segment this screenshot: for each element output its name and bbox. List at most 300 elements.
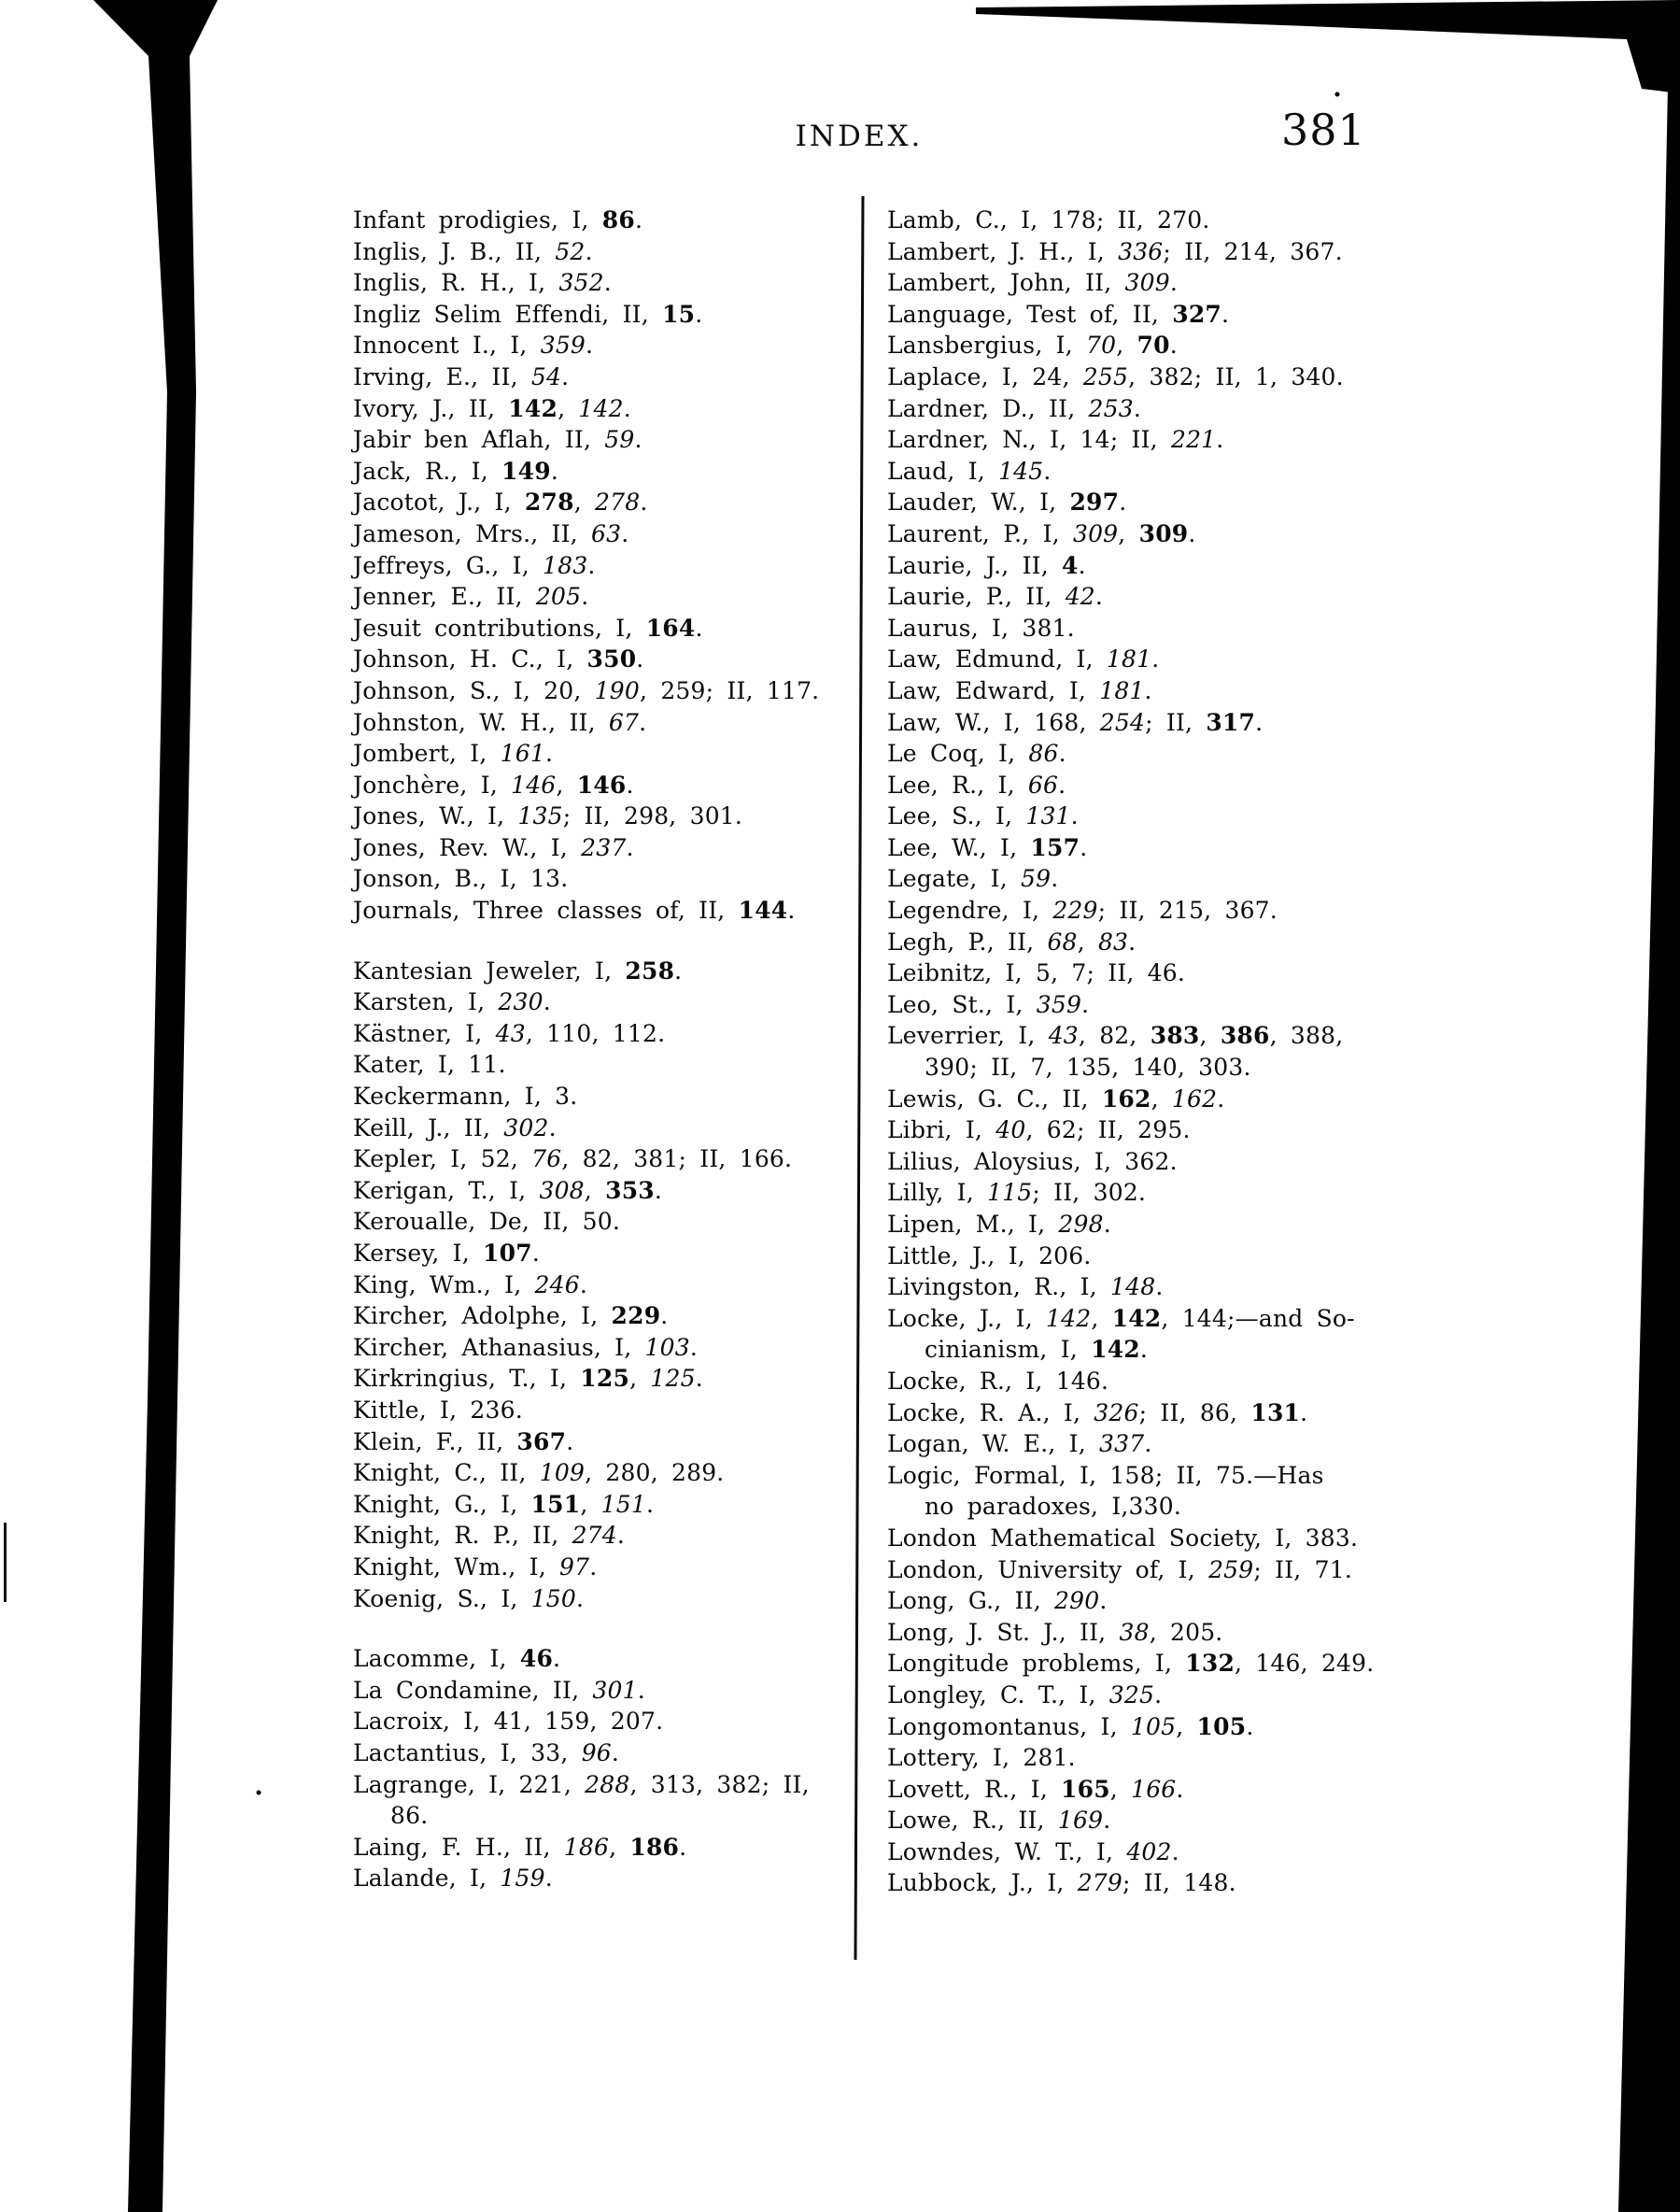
entry-text: Keckermann, I, 3. (353, 1083, 578, 1111)
page-ref-bold: 229 (611, 1302, 661, 1330)
entry-text: Locke, R. A., I, (887, 1398, 1094, 1426)
entry-text: Irving, E., II, (353, 362, 531, 390)
entry-text: Infant prodigies, I, (353, 206, 602, 234)
entry-text: . (544, 740, 554, 768)
page-ref-italic: 274 (572, 1522, 617, 1550)
entry-text: Lansbergius, I, (887, 332, 1086, 360)
entry-text: Leo, St., I, (887, 990, 1037, 1018)
entry-text: . (626, 833, 634, 861)
index-group (353, 205, 850, 927)
entry-text: . (611, 1738, 620, 1766)
index-entry-line (353, 487, 850, 518)
entry-text: Knight, R. P., II, (353, 1522, 572, 1550)
page-ref-italic: 186 (563, 1833, 610, 1861)
entry-text: Le Coq, I, (887, 740, 1029, 768)
entry-text: Laurie, J., II, (887, 551, 1063, 579)
index-entry-line (353, 1238, 850, 1269)
entry-text: Keroualle, De, II, 50. (353, 1208, 621, 1236)
entry-text: Livingston, R., I, (887, 1273, 1110, 1301)
page-ref-italic: 86 (1028, 740, 1059, 768)
entry-text: . (585, 237, 593, 265)
entry-text: . (581, 583, 589, 611)
entry-text: , 144;—and So- (1161, 1304, 1355, 1332)
entry-text: , (1118, 519, 1139, 547)
entry-text: . (1217, 1085, 1225, 1113)
entry-text: ; II, 214, 367. (1163, 237, 1343, 265)
page-ref-bold: 353 (605, 1176, 655, 1204)
entry-text: Lovett, R., I, (887, 1775, 1061, 1803)
page-ref-bold: 350 (586, 645, 637, 674)
entry-text: Lee, S., I, (887, 802, 1026, 830)
page-ref-italic: 309 (1124, 269, 1170, 297)
index-entry-line (887, 456, 1396, 488)
scan-speck (257, 1791, 261, 1795)
entry-text: , 259; II, 117. (640, 676, 820, 704)
index-entry-line (887, 581, 1396, 613)
entry-text: . (1058, 740, 1066, 768)
page-ref-bold: 144 (738, 897, 788, 925)
entry-text: Lowndes, W. T., I, (887, 1837, 1127, 1865)
entry-text: ; II, 86, (1138, 1398, 1251, 1426)
entry-text: Lalande, I, (353, 1865, 501, 1893)
index-entry-line (887, 1177, 1396, 1209)
entry-text: Lipen, M., I, (887, 1211, 1059, 1238)
entry-text: Legh, P., II, (887, 928, 1048, 956)
page-ref-bold: 125 (580, 1365, 630, 1393)
index-entry-line (887, 1303, 1396, 1335)
page-ref-italic: 115 (987, 1179, 1033, 1207)
index-entry-line (353, 1081, 850, 1113)
entry-text: 86. (390, 1802, 429, 1830)
entry-text: . (586, 332, 594, 360)
index-entry-line (353, 1426, 850, 1458)
index-entry-line (887, 801, 1396, 832)
entry-text: Knight, C., II, (353, 1459, 540, 1487)
page-ref-italic: 67 (608, 708, 640, 736)
index-entry-line (887, 738, 1396, 770)
index-entry-line (353, 1206, 850, 1238)
entry-text: Ivory, J., II, (353, 394, 509, 422)
page-ref-italic: 326 (1094, 1398, 1139, 1426)
page-ref-bold: 162 (1101, 1085, 1151, 1113)
entry-text: Jabir ben Aflah, II, (353, 426, 605, 454)
index-group (353, 1643, 850, 1894)
page-ref-italic: 359 (540, 332, 586, 360)
index-entry-line (353, 832, 850, 864)
page-ref-bold: 142 (1111, 1304, 1162, 1332)
entry-text: Lottery, I, 281. (887, 1744, 1076, 1772)
index-entry-line (887, 927, 1396, 958)
entry-text: , (556, 771, 577, 799)
index-entry-line (887, 299, 1396, 331)
entry-text: Jameson, Mrs., II, (353, 519, 591, 547)
page-ref-italic: 169 (1057, 1807, 1104, 1835)
entry-text: , (1091, 1304, 1112, 1332)
entry-text: . (1128, 928, 1136, 956)
entry-text: Lacroix, I, 41, 159, 207. (353, 1708, 664, 1736)
index-entry-line (353, 1800, 850, 1832)
entry-text: . (1043, 457, 1052, 485)
page-ref-bold: 367 (516, 1427, 567, 1455)
entry-text: Lardner, D., II, (887, 394, 1089, 422)
index-entry-line (353, 707, 850, 739)
entry-text: . (576, 1584, 585, 1612)
index-entry-line (353, 1675, 850, 1707)
scan-border-top (976, 0, 1680, 93)
entry-text: . (1169, 269, 1178, 297)
index-entry-line (353, 1457, 850, 1489)
entry-text: Knight, Wm., I, (353, 1553, 560, 1581)
page-ref-italic: 229 (1052, 897, 1098, 925)
entry-text: , 82, 381; II, 166. (561, 1145, 793, 1173)
page-ref-italic: 254 (1099, 708, 1146, 736)
entry-text: . (1078, 551, 1086, 579)
page-ref-bold: 383 (1150, 1022, 1200, 1050)
entry-text: . (1246, 1712, 1254, 1740)
entry-text: . (634, 206, 643, 234)
page-ref-italic: 301 (592, 1676, 638, 1704)
page-ref-italic: 221 (1170, 426, 1217, 454)
entry-text: Inglis, J. B., II, (353, 237, 556, 265)
index-entry-line (887, 393, 1396, 425)
index-entry-line (887, 895, 1396, 927)
entry-text: , (1176, 1712, 1197, 1740)
index-entry-line (353, 1049, 850, 1081)
page-ref-italic: 352 (558, 269, 604, 297)
page-ref-bold: 146 (576, 771, 627, 799)
entry-text: . (1070, 802, 1079, 830)
page-ref-bold: 142 (508, 394, 558, 422)
entry-text: . (579, 1270, 587, 1298)
entry-text: , (573, 489, 596, 517)
entry-text: Lubbock, J., I, (887, 1869, 1078, 1897)
entry-text: Lee, W., I, (887, 833, 1031, 861)
page-ref-bold: 386 (1220, 1022, 1270, 1050)
index-entry-line (353, 1269, 850, 1301)
entry-text: Laplace, I, 24, (887, 362, 1083, 390)
page-ref-italic: 279 (1077, 1869, 1123, 1897)
index-entry-line (353, 550, 850, 582)
page-ref-italic: 145 (998, 457, 1044, 485)
entry-text: . (640, 489, 648, 517)
entry-text: . (1154, 1680, 1163, 1709)
entry-text: 390; II, 7, 135, 140, 303. (925, 1054, 1251, 1082)
index-entry-line (887, 487, 1396, 518)
page-number: 381 (1281, 105, 1366, 155)
entry-text: . (566, 1427, 574, 1455)
entry-text: Innocent I., I, (353, 332, 541, 360)
index-entry-line (887, 644, 1396, 675)
page-ref-italic: 259 (1208, 1555, 1254, 1583)
page-ref-italic: 83 (1097, 928, 1129, 956)
entry-text: Jesuit contributions, I, (353, 614, 646, 642)
entry-text: Kircher, Athanasius, I, (353, 1333, 645, 1361)
page-ref-italic: 230 (498, 988, 544, 1016)
entry-text: ; II, 215, 367. (1097, 897, 1278, 925)
entry-text: . (1081, 990, 1090, 1018)
entry-text: , (558, 394, 579, 422)
entry-text: Jonson, B., I, 13. (353, 865, 569, 893)
entry-text: . (544, 1865, 553, 1893)
page-ref-italic: 63 (590, 519, 622, 547)
index-group (887, 205, 1396, 1899)
index-entry-line (887, 1460, 1396, 1492)
page-ref-bold: 105 (1196, 1712, 1247, 1740)
index-entry-line (887, 518, 1396, 550)
index-entry-line (887, 1146, 1396, 1178)
entry-text: ; II, 71. (1253, 1555, 1352, 1583)
entry-text: Lauder, W., I, (887, 489, 1070, 517)
index-entry-line (887, 707, 1396, 739)
entry-text: , 388, (1269, 1022, 1344, 1050)
page-ref-italic: 325 (1108, 1680, 1155, 1709)
column-divider (855, 196, 863, 1960)
entry-text: . (1094, 583, 1104, 611)
page-ref-bold: 278 (524, 489, 574, 517)
entry-text: . (1139, 1336, 1149, 1364)
scan-border-right (1618, 37, 1680, 2212)
entry-text: , (1116, 332, 1137, 360)
page-heading: INDEX. (795, 120, 924, 153)
entry-text: cinianism, I, (925, 1336, 1092, 1364)
entry-text: ; II, (1145, 708, 1207, 736)
index-entry-line (887, 1271, 1396, 1303)
entry-text: Lilius, Aloysius, I, 362. (887, 1147, 1178, 1175)
page-ref-italic: 302 (503, 1113, 549, 1141)
index-entry-line (353, 1583, 850, 1615)
entry-text: . (589, 1553, 598, 1581)
index-entry-line (887, 236, 1396, 268)
page-ref-bold: 186 (629, 1833, 680, 1861)
entry-text: King, Wm., I, (353, 1270, 535, 1298)
entry-text: Koenig, S., I, (353, 1584, 531, 1612)
index-entry-line (353, 299, 850, 331)
index-entry-line (887, 550, 1396, 582)
entry-text: . (1099, 1587, 1108, 1615)
index-entry-line (887, 1523, 1396, 1554)
entry-text: . (1103, 1807, 1111, 1835)
page-ref-bold: 258 (625, 957, 675, 985)
entry-text: . (695, 300, 703, 328)
index-entry-line (887, 1617, 1396, 1649)
index-entry-line (353, 1863, 850, 1894)
entry-text: Law, Edward, I, (887, 676, 1100, 704)
page-ref-italic: 59 (604, 426, 635, 454)
entry-text: Laurie, P., II, (887, 583, 1066, 611)
entry-text: . (639, 708, 647, 736)
index-entry-line (353, 330, 850, 362)
page-ref-bold: 297 (1069, 489, 1120, 517)
index-entry-line (887, 675, 1396, 707)
index-entry-line (887, 832, 1396, 864)
entry-text: . (695, 614, 703, 642)
entry-text: Leibnitz, I, 5, 7; II, 46. (887, 959, 1186, 987)
page-ref-italic: 131 (1025, 802, 1071, 830)
entry-text: . (626, 771, 634, 799)
index-entry-line (887, 1648, 1396, 1680)
entry-text: . (1080, 833, 1088, 861)
page-ref-italic: 181 (1099, 676, 1145, 704)
entry-text: Locke, R., I, 146. (887, 1367, 1109, 1395)
entry-text: Kittle, I, 236. (353, 1396, 523, 1424)
index-entry-line (353, 581, 850, 613)
index-entry-line (887, 1084, 1396, 1115)
entry-text: . (616, 1522, 626, 1550)
index-entry-line (353, 895, 850, 927)
index-entry-line (353, 1552, 850, 1583)
entry-text: . (1133, 394, 1141, 422)
entry-text: , 313, 382; II, (629, 1770, 810, 1798)
entry-text: La Condamine, II, (353, 1676, 593, 1704)
index-entry-line (353, 986, 850, 1018)
index-entry-line (353, 1175, 850, 1207)
index-entry-line (887, 1241, 1396, 1272)
page-ref-italic: 359 (1036, 990, 1082, 1018)
entry-text: Keill, J., II, (353, 1113, 504, 1141)
index-entry-line (353, 863, 850, 895)
entry-text: . (587, 551, 596, 579)
page-ref-italic: 96 (581, 1738, 612, 1766)
entry-text: . (1051, 865, 1059, 893)
index-entry-line (887, 1711, 1396, 1743)
index-entry-line (353, 644, 850, 675)
entry-text: Language, Test of, II, (887, 300, 1173, 328)
page-ref-italic: 105 (1130, 1712, 1177, 1740)
index-entry-line (887, 1052, 1396, 1084)
index-entry-line (353, 1332, 850, 1364)
entry-text: Locke, J., I, (887, 1304, 1046, 1332)
page-ref-italic: 66 (1027, 771, 1059, 799)
page-ref-italic: 38 (1119, 1618, 1150, 1646)
entry-text: ; II, 148. (1122, 1869, 1236, 1897)
scan-speck (1335, 92, 1340, 97)
page-ref-italic: 255 (1082, 362, 1129, 390)
index-entry-line (353, 770, 850, 801)
index-entry-line (353, 205, 850, 236)
entry-text: . (1188, 519, 1196, 547)
index-entry-line (887, 1366, 1396, 1397)
entry-text: Lardner, N., I, 14; II, (887, 426, 1171, 454)
page-ref-italic: 70 (1085, 332, 1117, 360)
entry-text: . (1119, 489, 1127, 517)
entry-text: Jack, R., I, (353, 457, 502, 485)
page-ref-italic: 52 (555, 237, 586, 265)
index-entry-line (353, 362, 850, 393)
index-entry-line (353, 801, 850, 832)
entry-text: Law, W., I, 168, (887, 708, 1100, 736)
entry-text: Klein, F., II, (353, 1427, 517, 1455)
page-ref-italic: 54 (530, 362, 562, 390)
page-ref-bold: 70 (1136, 332, 1170, 360)
entry-text: Leverrier, I, (887, 1022, 1049, 1050)
index-entry-line (353, 1520, 850, 1552)
entry-text: Kästner, I, (353, 1019, 496, 1047)
index-entry-line (887, 1428, 1396, 1460)
page-ref-italic: 290 (1054, 1587, 1100, 1615)
entry-text: Jombert, I, (353, 740, 501, 768)
entry-text: Jones, Rev. W., I, (353, 833, 582, 861)
entry-text: Jeffreys, G., I, (353, 551, 544, 579)
entry-text: Laurus, I, 381. (887, 614, 1075, 642)
entry-text: . (1169, 332, 1178, 360)
index-entry-line (887, 1491, 1396, 1523)
index-entry-line (887, 1020, 1396, 1052)
page-ref-italic: 42 (1065, 583, 1095, 611)
entry-text: Longley, C. T., I, (887, 1680, 1109, 1709)
page-ref-bold: 309 (1138, 519, 1189, 547)
index-entry-line (353, 456, 850, 488)
index-group (353, 956, 850, 1614)
entry-text: . (1144, 676, 1152, 704)
index-entry-line (887, 1585, 1396, 1617)
entry-text: Longitude problems, I, (887, 1650, 1186, 1678)
entry-text: Logic, Formal, I, 158; II, 75.—Has (887, 1461, 1324, 1489)
entry-text: Karsten, I, (353, 988, 499, 1016)
entry-text: Laurent, P., I, (887, 519, 1073, 547)
entry-text: Libri, I, (887, 1116, 996, 1144)
entry-text: Lambert, J. H., I, (887, 237, 1119, 265)
page-ref-italic: 159 (500, 1865, 545, 1893)
page-ref-bold: 132 (1185, 1650, 1235, 1678)
page-ref-italic: 183 (543, 551, 588, 579)
entry-text: . (660, 1302, 669, 1330)
entry-text: ; II, 298, 301. (562, 802, 743, 830)
page-ref-italic: 309 (1072, 519, 1119, 547)
page-ref-italic: 205 (535, 583, 582, 611)
index-entry-line (353, 738, 850, 770)
page-ref-bold: 46 (519, 1645, 554, 1673)
entry-text: . (603, 269, 612, 297)
scan-border-left (93, 0, 218, 2212)
entry-text: , (1151, 1085, 1172, 1113)
page-ref-italic: 59 (1021, 865, 1052, 893)
page-ref-italic: 166 (1131, 1775, 1177, 1803)
entry-text: no paradoxes, I,330. (925, 1493, 1182, 1521)
page-ref-italic: 181 (1106, 645, 1152, 674)
page-ref-italic: 161 (500, 740, 545, 768)
entry-text: . (1176, 1775, 1184, 1803)
entry-text: Kircher, Adolphe, I, (353, 1302, 612, 1330)
scan-speck (4, 1523, 7, 1602)
entry-text: Lamb, C., I, 178; II, 270. (887, 206, 1210, 234)
page-ref-italic: 190 (594, 676, 641, 704)
index-entry-line (887, 957, 1396, 989)
entry-text: Kater, I, 11. (353, 1051, 506, 1079)
page-ref-bold: 142 (1091, 1336, 1140, 1364)
entry-text: Long, G., II, (887, 1587, 1055, 1615)
page-ref-italic: 97 (559, 1553, 590, 1581)
entry-text: . (553, 1645, 561, 1673)
entry-text: Johnston, W. H., II, (353, 708, 609, 736)
page-ref-bold: 86 (601, 206, 635, 234)
entry-text: . (787, 897, 796, 925)
entry-text: Jonchère, I, (353, 771, 512, 799)
index-entry-line (887, 613, 1396, 645)
index-entry-line (353, 1018, 850, 1050)
index-entry-line (353, 236, 850, 268)
page-ref-italic: 298 (1058, 1211, 1104, 1238)
index-entry-line (887, 1397, 1396, 1429)
entry-text: ; II, 302. (1032, 1179, 1147, 1207)
index-entry-line (887, 1742, 1396, 1774)
page-ref-italic: 336 (1118, 237, 1164, 265)
entry-text: Johnson, S., I, 20, (353, 676, 595, 704)
index-entry-line (353, 1489, 850, 1521)
index-entry-line (353, 267, 850, 299)
page-ref-bold: 4 (1062, 551, 1079, 579)
entry-text: Kersey, I, (353, 1240, 484, 1267)
entry-text: Jacotot, J., I, (353, 489, 525, 517)
